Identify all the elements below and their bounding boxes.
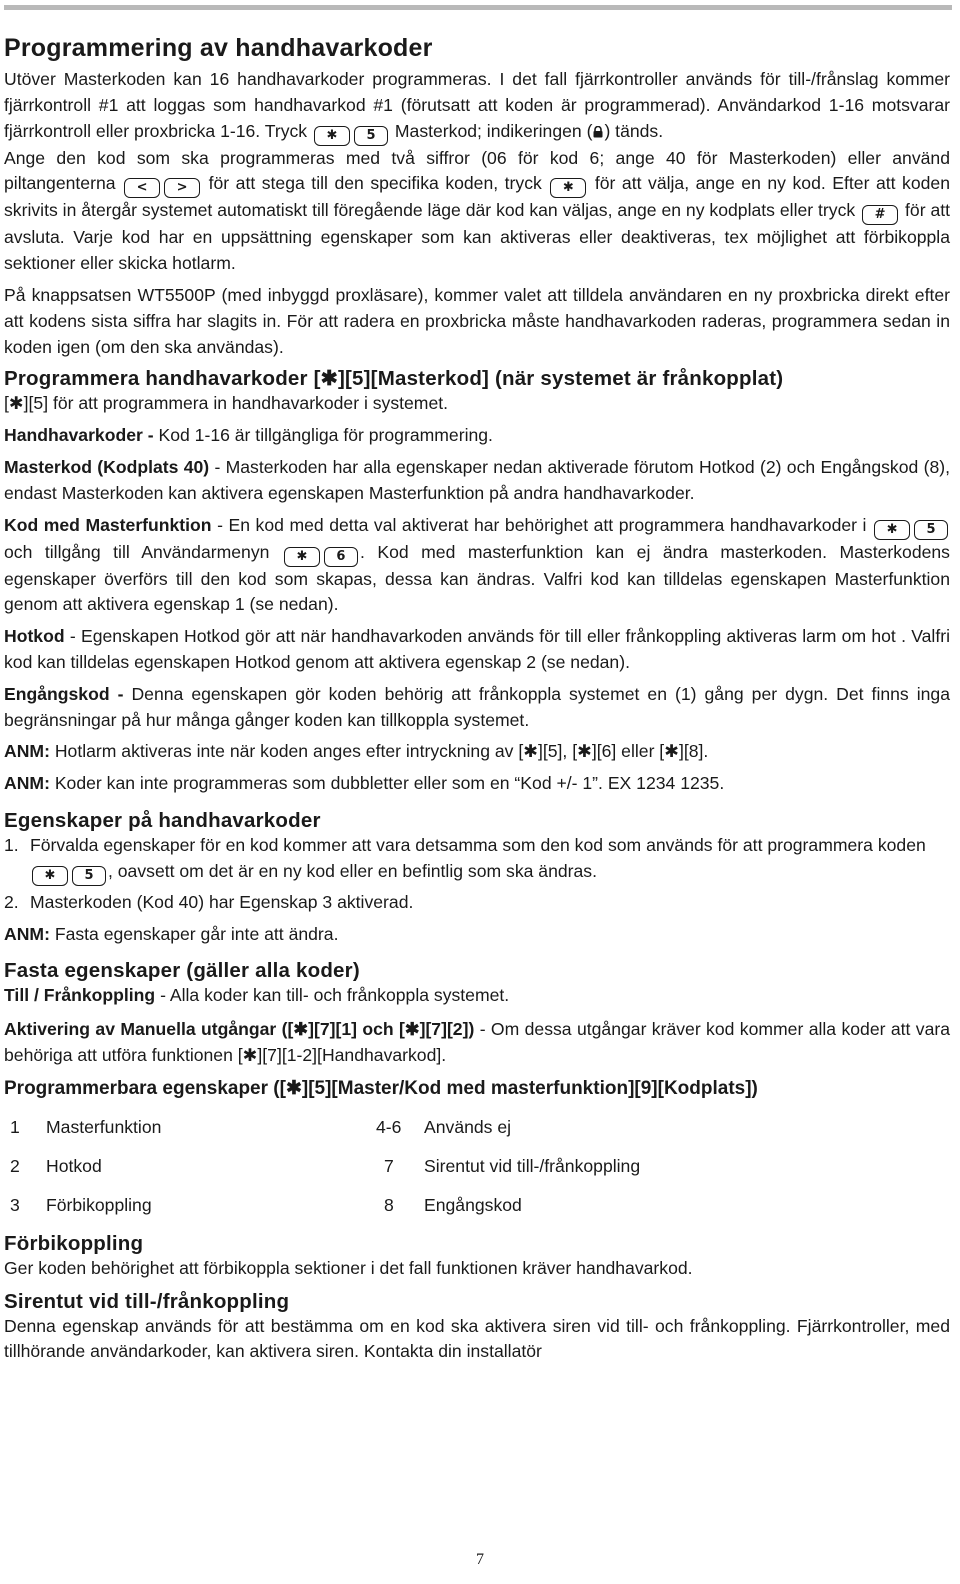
anm-text: Koder kan inte programmeras som dubbletter eller som en “Kod +/- 1”. EX 1234 1235. — [49, 773, 725, 794]
feature-number: 4-6 — [376, 1116, 402, 1137]
section-heading-forbikoppling: Förbikoppling — [4, 1231, 144, 1255]
section-heading-program: Programmera handhavarkoder [✱][5][Masterkod] (när systemet är frånkopplat) — [4, 367, 784, 391]
anm-text: Fasta egenskaper går inte att ändra. — [49, 923, 339, 944]
masterkod-paragraph — [4, 455, 950, 507]
aktivering-label: Aktivering av Manuella utgångar ([✱][7][1] och [✱][7][2]) — [4, 1019, 475, 1040]
program-line: [✱][5] för att programmera in handhavarkoder i systemet. — [4, 393, 449, 414]
feature-number: 8 — [384, 1194, 394, 1215]
anm-note-3 — [4, 922, 950, 948]
table-row — [4, 1108, 950, 1146]
section-heading-fasta: Fasta egenskaper (gäller alla koder) — [4, 959, 360, 983]
feature-number: 3 — [10, 1194, 20, 1215]
feature-label: Masterfunktion — [46, 1116, 162, 1137]
kodmaster-label: Kod med Masterfunktion — [4, 514, 212, 535]
feature-number: 7 — [384, 1155, 394, 1176]
lock-icon — [592, 126, 604, 138]
engangskod-text: Denna egenskapen gör koden behörig att frånkoppla systemet en (1) gång per dygn. Det finns inga begränsningar på hur många gånger koden kan tillkoppla systemet. — [4, 683, 950, 730]
feature-label: Används ej — [424, 1116, 512, 1137]
key-star: ✱ — [284, 547, 320, 567]
list-item — [4, 890, 950, 916]
list-text-b: , oavsett om det är en ny kod eller en befintlig som ska ändras. — [108, 860, 597, 881]
key-star: ✱ — [874, 520, 910, 540]
top-rule — [4, 5, 952, 10]
intro-text-2: Masterkod; indikeringen ( — [394, 120, 593, 141]
key-star: ✱ — [32, 866, 68, 886]
intro-text: Utöver Masterkoden kan 16 handhavarkoder programmeras. I det fall fjärrkontroller används för till-/frånslag kommer fjärrkontroll #1 att loggas som handhavarkod #1 (förutsatt att koden är programmerad). Användarkod 1-16 motsvarar fjärrkontroll eller proxbricka 1-16. Tryck — [4, 69, 950, 141]
kod-master-paragraph — [4, 513, 950, 619]
feature-label: Förbikoppling — [46, 1194, 152, 1215]
para2-text-d: för att avsluta. Varje kod har en uppsättning egenskaper som kan aktiveras eller deaktiveras, tex möjlighet att förbikoppla sektioner eller skicka hotlarm. — [4, 200, 951, 274]
kodmaster-text-a: - En kod med detta val aktiverat har behörighet att programmera handhavarkoder i — [211, 514, 867, 535]
para2-text-b: för att stega till den specifika koden, tryck — [208, 173, 542, 194]
intro-paragraph — [4, 67, 950, 146]
list-number: 1. — [4, 834, 19, 855]
key-star: ✱ — [550, 178, 586, 198]
key-star: ✱ — [314, 126, 350, 146]
para2-text-a: Ange den kod som ska programmeras med två siffror (06 för kod 6; ange 40 för Masterkoden) eller använd piltangenterna — [4, 147, 950, 194]
list-text: Masterkoden (Kod 40) har Egenskap 3 aktiverad. — [30, 891, 414, 912]
egenskaper-list — [4, 833, 950, 916]
anm-label: ANM: — [4, 923, 50, 944]
anm-label: ANM: — [4, 773, 50, 794]
masterkod-text: - Masterkoden har alla egenskaper nedan aktiverade förutom Hotkod (2) och Engångskod (8), endast Masterkoden kan aktivera egenskapen Masterfunktion på andra handhavarkoder. — [4, 456, 950, 503]
aktivering-paragraph — [4, 1017, 950, 1069]
feature-label: Sirentut vid till-/frånkoppling — [424, 1155, 641, 1176]
anm-note-1 — [4, 739, 950, 765]
features-table — [4, 1108, 950, 1226]
hotkod-label: Hotkod — [4, 626, 65, 647]
anm-note-2 — [4, 771, 950, 797]
hotkod-paragraph — [4, 624, 950, 676]
list-text: Förvalda egenskaper för en kod kommer att vara detsamma som den kod som används för att programmera koden — [30, 834, 926, 855]
key-5: 5 — [72, 866, 106, 886]
list-number: 2. — [4, 891, 19, 912]
till-label: Till / Frånkoppling — [4, 985, 156, 1006]
page-body — [4, 34, 950, 1365]
section-heading-egenskaper: Egenskaper på handhavarkoder — [4, 808, 321, 832]
kodmaster-text-b: och tillgång till Användarmenyn — [4, 541, 270, 562]
wt5500p-paragraph: På knappsatsen WT5500P (med inbyggd proxläsare), kommer valet att tilldela användaren en ny proxbricka direkt efter att kodens sista siffra har slagits in. För att radera en proxbricka måste handhavarkoden raderas, programmera sedan in koden igen (om den ska användas). — [4, 284, 950, 357]
anm-label: ANM: — [4, 741, 50, 762]
code-entry-paragraph — [4, 146, 950, 277]
para2-text-c: för att välja, ange en ny kod. Efter att koden skrivits in återgår systemet automatiskt till föregående läge där kod kan väljas, ange en ny kodplats eller tryck — [4, 173, 950, 221]
key-6: 6 — [324, 547, 358, 567]
engangskod-paragraph — [4, 682, 950, 734]
kodmaster-text-c: . Kod med masterfunktion kan ej ändra masterkoden. Masterkodens egenskaper överförs till den kod som skapas, dessa kan ändras. Valfri kod kan tilldelas egenskapen Masterfunktion genom att aktivera egenskap 1 (se nedan). — [4, 541, 950, 615]
key-right: > — [164, 178, 200, 198]
feature-label: Engångskod — [424, 1194, 522, 1215]
feature-label: Hotkod — [46, 1155, 102, 1176]
forbikoppling-text: Ger koden behörighet att förbikoppla sektioner i det fall funktionen kräver handhavarkod. — [4, 1257, 693, 1278]
till-text: - Alla koder kan till- och frånkoppla systemet. — [155, 985, 510, 1006]
handhavarkoder-label: Handhavarkoder - — [4, 425, 154, 446]
masterkod-label: Masterkod (Kodplats 40) — [4, 456, 210, 477]
feature-number: 1 — [10, 1116, 20, 1137]
engangskod-label: Engångskod - — [4, 683, 124, 704]
anm-text: Hotlarm aktiveras inte när koden anges efter intryckning av [✱][5], [✱][6] eller [✱][8]. — [49, 741, 709, 762]
handhavarkoder-text: Kod 1-16 är tillgängliga för programmering. — [153, 425, 493, 446]
sirentut-text: Denna egenskap används för att bestämma om en kod ska aktivera siren vid till- och frånkoppling. Fjärrkontroller, med tillhörande användarkoder, kan aktivera siren. Kontakta din installatör — [4, 1315, 950, 1362]
key-5: 5 — [354, 126, 388, 146]
key-5: 5 — [914, 520, 948, 540]
section-heading-sirentut: Sirentut vid till-/frånkoppling — [4, 1289, 290, 1313]
table-row — [4, 1147, 950, 1185]
section-heading-programmerbara: Programmerbara egenskaper ([✱][5][Master/Kod med masterfunktion][9][Kodplats]) — [4, 1077, 758, 1099]
page-number: 7 — [476, 1551, 484, 1568]
key-left: < — [124, 178, 160, 198]
aktivering-text: - Om dessa utgångar kräver kod kommer alla koder att vara behöriga att utföra funktionen [✱][7][1-2][Handhavarkod]. — [4, 1019, 951, 1065]
table-row — [4, 1186, 950, 1224]
list-item — [4, 833, 950, 886]
handhavarkoder-paragraph — [4, 423, 950, 449]
intro-text-3: ) tänds. — [604, 120, 664, 141]
page-title: Programmering av handhavarkoder — [4, 34, 433, 62]
key-hash: # — [862, 205, 898, 225]
till-paragraph — [4, 983, 950, 1009]
hotkod-text: - Egenskapen Hotkod gör att när handhavarkoden används för till eller frånkoppling aktiveras larm om hot . Valfri kod kan tilldelas egenskapen Hotkod genom att aktivera egenskap 2 (se nedan). — [4, 626, 950, 672]
feature-number: 2 — [10, 1155, 20, 1176]
